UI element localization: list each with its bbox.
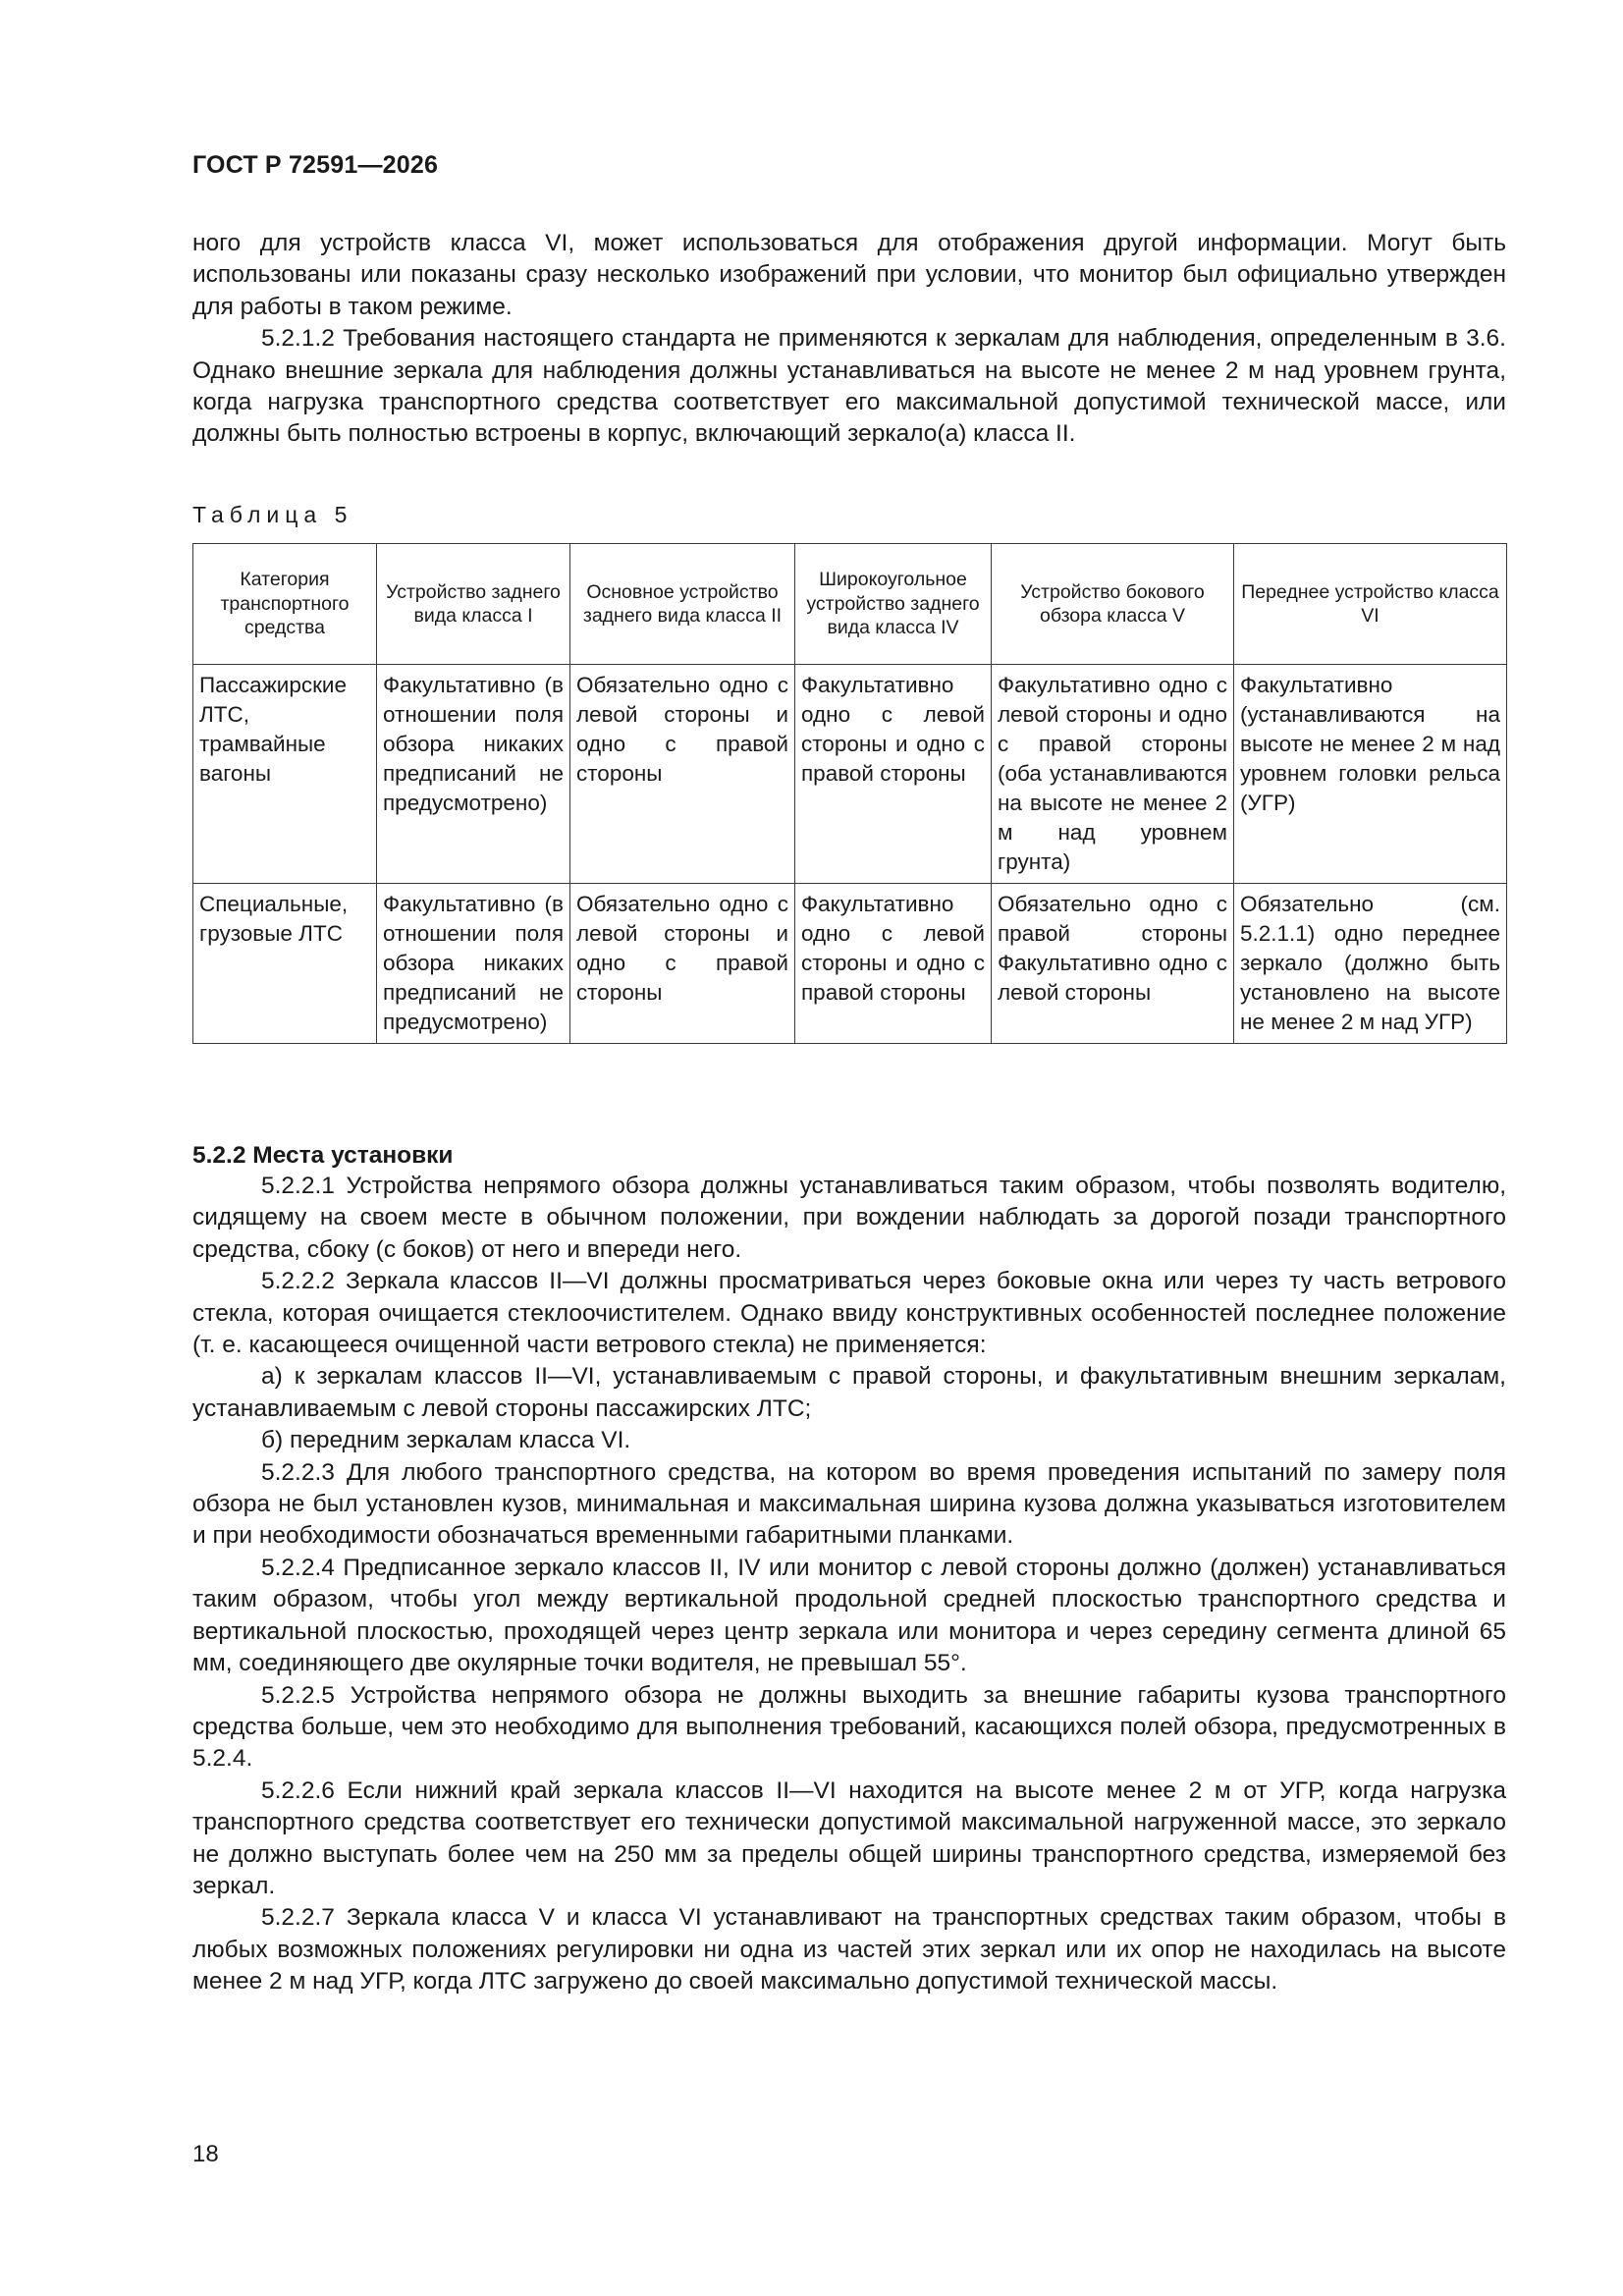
document-header: ГОСТ Р 72591—2026 — [192, 151, 439, 179]
table-cell: Обязательно одно с левой стороны и одно с правой стороны — [570, 665, 795, 884]
text-block-top — [192, 228, 1506, 451]
paragraph: 5.2.2.7 Зеркала класса V и класса VI устанавливают на транспортных средствах таким образом, чтобы в любых возможных положениях регулировки ни одна из частей этих зеркал или их опор не находилась на высоте менее 2 м над УГР, когда ЛТС загружено до своей максимально допустимой технической массы. — [192, 1904, 1506, 1995]
table-cell: Обязательно одно с левой стороны и одно с правой стороны — [570, 884, 795, 1044]
paragraph: 5.2.1.2 Требования настоящего стандарта не применяются к зеркалам для наблюдения, определенным в 3.6. Однако внешние зеркала для наблюдения должны устанавливаться на высоте не менее 2 м над уровнем грунта, когда нагрузка транспортного средства соответствует его максимальной допустимой технической массе, или должны быть полностью встроены в корпус, включающий зеркало(а) класса II. — [192, 325, 1506, 448]
table-row — [193, 884, 1507, 1044]
table-cell: Факультативно одно с левой стороны и одно с правой стороны — [795, 884, 992, 1044]
table-5 — [192, 543, 1507, 1044]
column-header: Устройство бокового обзора класса V — [992, 544, 1234, 665]
table-cell: Обязательно одно с правой стороны Факультативно одно с левой стороны — [992, 884, 1234, 1044]
table-caption: Таблица 5 — [192, 502, 353, 527]
table-cell: Факультативно одно с левой стороны и одно с правой стороны — [795, 665, 992, 884]
table-cell: Пассажирские ЛТС, трамвайные вагоны — [193, 665, 377, 884]
table-row — [193, 665, 1507, 884]
paragraph: 5.2.2.2 Зеркала классов II—VI должны просматриваться через боковые окна или через ту часть ветрового стекла, которая очищается стеклоочистителем. Однако ввиду конструктивных особенностей последнее положение (т. е. касающееся очищенной части ветрового стекла) не применяется: — [192, 1268, 1506, 1359]
column-header: Устройство заднего вида класса I — [377, 544, 570, 665]
column-header: Основное устройство заднего вида класса II — [570, 544, 795, 665]
paragraph: 5.2.2.1 Устройства непрямого обзора должны устанавливаться таким образом, чтобы позволять водителю, сидящему на своем месте в обычном положении, при вождении наблюдать за дорогой позади транспортного средства, сбоку (с боков) от него и впереди него. — [192, 1173, 1506, 1263]
table-header-row — [193, 544, 1507, 665]
table-cell: Обязательно (см. 5.2.1.1) одно переднее зеркало (должно быть установлено на высоте не менее 2 м над УГР) — [1234, 884, 1507, 1044]
paragraph: 5.2.2.3 Для любого транспортного средства, на котором во время проведения испытаний по замеру поля обзора не был установлен кузов, минимальная и максимальная ширина кузова должна указываться изготовителем и при необходимости обозначаться временными габаритными планками. — [192, 1458, 1506, 1550]
table-cell: Факультативно одно с левой стороны и одно с правой стороны (оба устанавливаются на высоте не менее 2 м над уровнем грунта) — [992, 665, 1234, 884]
table-cell: Факультативно (в отношении поля обзора никаких предписаний не предусмотрено) — [377, 884, 570, 1044]
table-cell: Специальные, грузовые ЛТС — [193, 884, 377, 1044]
column-header: Переднее устройство класса VI — [1234, 544, 1507, 665]
paragraph: 5.2.2.5 Устройства непрямого обзора не должны выходить за внешние габариты кузова транспортного средства больше, чем это необходимо для выполнения требований, касающихся полей обзора, предусмотренных в 5.2.4. — [192, 1681, 1506, 1773]
table-cell: Факультативно (устанавливаются на высоте не менее 2 м над уровнем головки рельса (УГР) — [1234, 665, 1507, 884]
section-heading: 5.2.2 Места установки — [192, 1142, 454, 1169]
list-item: а) к зеркалам классов II—VI, устанавливаемым с правой стороны, и факультативным внешним зеркалам, устанавливаемым с левой стороны пассажирских ЛТС; — [192, 1363, 1506, 1422]
column-header: Широкоугольное устройство заднего вида класса IV — [795, 544, 992, 665]
table-cell: Факультативно (в отношении поля обзора никаких предписаний не предусмотрено) — [377, 665, 570, 884]
column-header: Категория транспортного средства — [193, 544, 377, 665]
paragraph: ного для устройств класса VI, может использоваться для отображения другой информации. Могут быть использованы или показаны сразу несколько изображений при условии, что монитор был официально утвержден для работы в таком режиме. — [192, 230, 1506, 320]
text-block-bottom — [192, 1171, 1506, 1998]
paragraph: 5.2.2.4 Предписанное зеркало классов II, IV или монитор с левой стороны должно (должен) устанавливаться таким образом, чтобы угол между вертикальной продольной средней плоскостью транспортного средства и вертикальной плоскостью, проходящей через центр зеркала или монитора и через середину сегмента длиной 65 мм, соединяющего две окулярные точки водителя, не превышал 55°. — [192, 1554, 1506, 1677]
page-number: 18 — [192, 2141, 219, 2167]
list-item: б) передним зеркалам класса VI. — [261, 1427, 631, 1454]
paragraph: 5.2.2.6 Если нижний край зеркала классов II—VI находится на высоте менее 2 м от УГР, когда нагрузка транспортного средства соответствует его технически допустимой максимальной нагруженной массе, это зеркало не должно выступать более чем на 250 мм за пределы общей ширины транспортного средства, измеряемой без зеркал. — [192, 1777, 1506, 1899]
